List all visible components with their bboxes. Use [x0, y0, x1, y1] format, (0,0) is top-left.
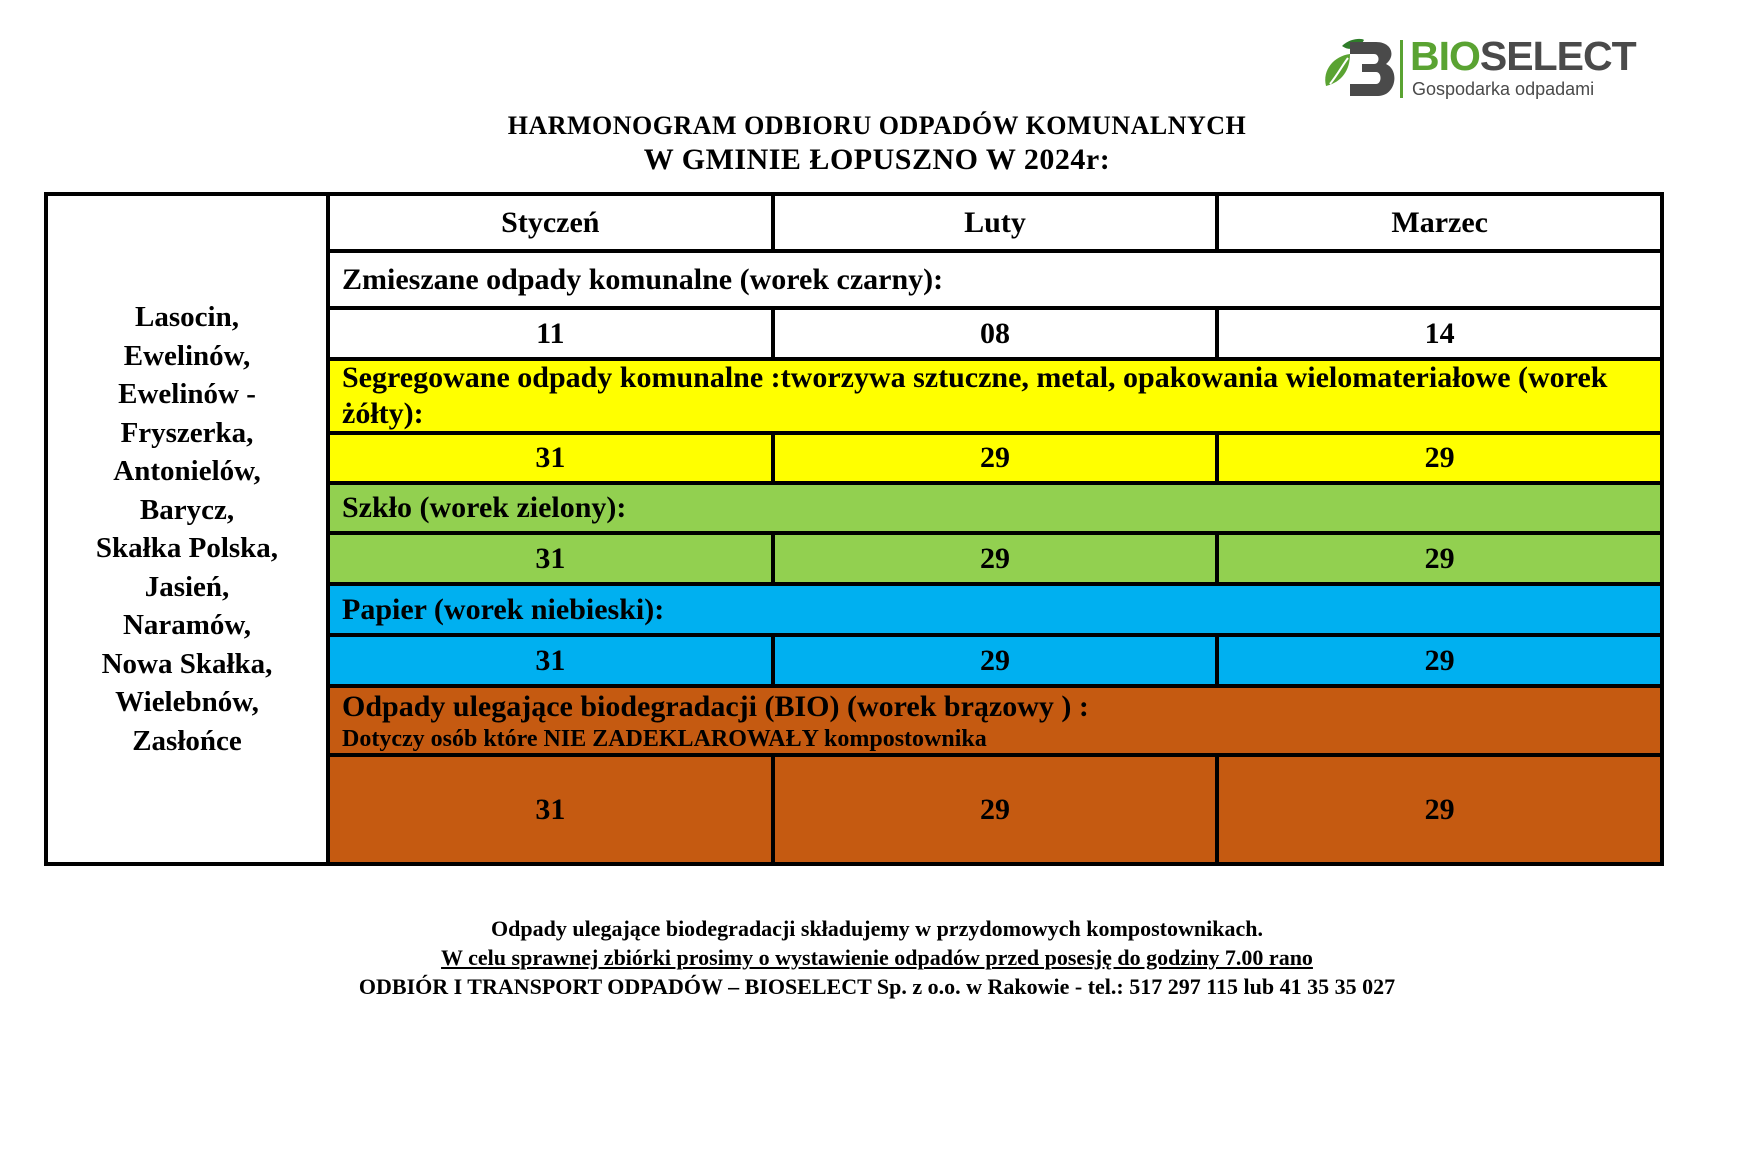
category-note: Dotyczy osób które NIE ZADEKLAROWAŁY kompostownika: [342, 725, 987, 752]
category-plastic-metal: [330, 361, 1660, 435]
company-logo: [1320, 33, 1636, 104]
page-title-line-2: W GMINIE ŁOPUSZNO W 2024r:: [643, 143, 1111, 176]
date-cell: 29: [1424, 441, 1455, 474]
dates-row-mixed-waste: [330, 310, 1660, 361]
date-cell: 31: [330, 535, 775, 582]
date-cell: 14: [1424, 316, 1455, 350]
schedule-table: [44, 192, 1664, 866]
footer-contact-info: ODBIÓR I TRANSPORT ODPADÓW – BIOSELECT Sp. z o.o. w Rakowie - tel.: 517 297 115 lub 41 35 35 027: [358, 974, 1396, 999]
date-cell: 08: [775, 310, 1220, 357]
date-cell: 29: [1424, 792, 1455, 826]
date-cell: 11: [330, 310, 775, 357]
footer-note-composting: Odpady ulegające biodegradacji składujemy w przydomowych kompostownikach.: [491, 916, 1263, 941]
locality-name: Jasień,: [144, 570, 230, 603]
localities-column: [48, 196, 330, 862]
locality-name: Wielebnów,: [115, 686, 259, 718]
locality-name: Fryszerka,: [120, 416, 254, 449]
locality-name: Barycz,: [139, 493, 235, 526]
date-cell: 31: [330, 435, 775, 481]
category-mixed-waste: [330, 253, 1660, 310]
locality-name: Nowa Skałka,: [101, 647, 273, 680]
month-header: Luty: [775, 196, 1220, 249]
date-cell: 29: [775, 535, 1220, 582]
dates-row-plastic-metal: [330, 435, 1660, 485]
date-cell: 29: [775, 435, 1220, 481]
footer-note-collection-time: W celu sprawnej zbiórki prosimy o wystawienie odpadów przed posesję do godziny 7.00 rano: [441, 945, 1313, 970]
category-label: Segregowane odpady komunalne :tworzywa sztuczne, metal, opakowania wielomateriałowe (worek żółty):: [342, 361, 1608, 430]
category-bio: [330, 688, 1660, 757]
locality-name: Ewelinów,: [123, 339, 251, 372]
page-title-line-1: HARMONOGRAM ODBIORU ODPADÓW KOMUNALNYCH: [507, 111, 1247, 140]
date-cell: 29: [1424, 541, 1455, 575]
dates-row-paper: [330, 637, 1660, 688]
date-cell: 29: [775, 637, 1220, 684]
date-cell: 31: [330, 637, 775, 684]
locality-name: Lasocin,: [135, 301, 239, 333]
category-label: Zmieszane odpady komunalne (worek czarny):: [342, 262, 944, 296]
dates-row-bio: [330, 757, 1660, 862]
category-label: Odpady ulegające biodegradacji (BIO) (worek brązowy ) :: [342, 689, 1089, 723]
dates-row-glass: [330, 535, 1660, 586]
locality-name: Skałka Polska,: [95, 532, 279, 564]
locality-name: Naramów,: [122, 609, 252, 641]
logo-brand-text: BIOSELECT: [1410, 33, 1636, 79]
date-cell: 29: [1424, 643, 1455, 677]
category-label: Szkło (worek zielony):: [342, 491, 627, 524]
date-cell: 31: [330, 757, 775, 862]
category-paper: [330, 586, 1660, 637]
bioselect-leaf-b-icon: [1320, 34, 1404, 104]
month-header: Marzec: [1391, 205, 1488, 239]
schedule-grid: [330, 196, 1660, 862]
category-label: Papier (worek niebieski):: [342, 592, 665, 626]
category-glass: [330, 485, 1660, 535]
date-cell: 29: [775, 757, 1220, 862]
month-header-row: [330, 196, 1660, 253]
locality-name: Ewelinów -: [118, 378, 256, 410]
locality-name: Antonielów,: [113, 455, 261, 487]
month-header: Styczeń: [330, 196, 775, 249]
locality-name: Zasłońce: [132, 724, 242, 757]
logo-tagline: Gospodarka odpadami: [1412, 79, 1595, 99]
